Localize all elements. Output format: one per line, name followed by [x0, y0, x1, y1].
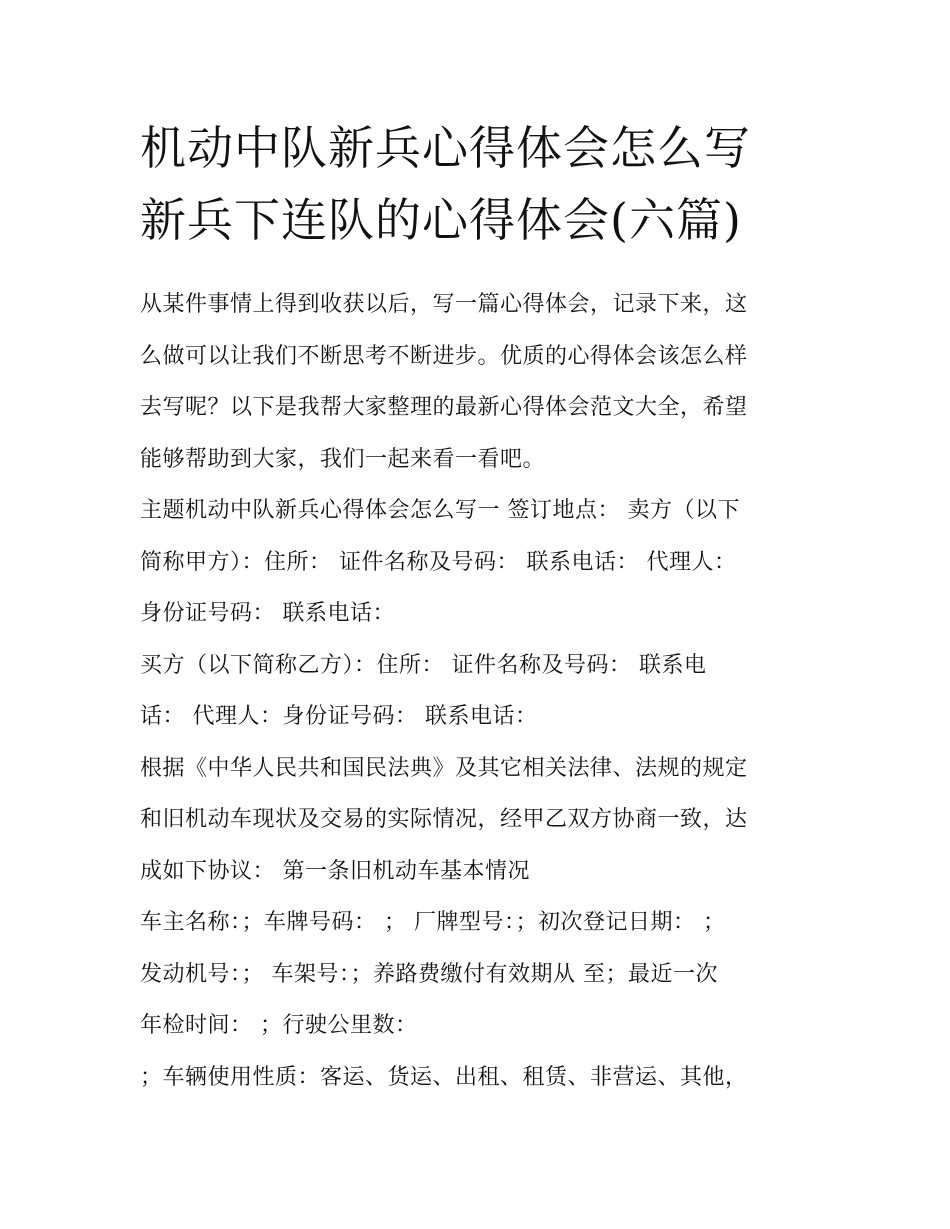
text-line: 身份证号码： 联系电话：	[140, 601, 395, 626]
paragraph-seller	[140, 485, 820, 640]
paragraph-intro	[140, 279, 820, 485]
text-line: 主题机动中队新兵心得体会怎么写一 签订地点： 卖方（以下	[140, 498, 740, 523]
paragraph-vehicle-info	[140, 897, 820, 1052]
text-line: 从某件事情上得到收获以后，写一篇心得体会，记录下来，这	[140, 292, 748, 317]
text-line: 买方（以下简称乙方）：住所： 证件名称及号码： 联系电	[140, 652, 707, 678]
text-line: 车主名称：；车牌号码： ； 厂牌型号：；初次登记日期： ；	[140, 910, 726, 935]
title-line-1: 机动中队新兵心得体会怎么写	[140, 121, 751, 175]
text-line: 成如下协议： 第一条旧机动车基本情况	[140, 858, 530, 884]
text-line: 话： 代理人：身份证号码： 联系电话：	[140, 704, 538, 729]
title-line-2: 新兵下连队的心得体会(六篇)	[140, 193, 742, 247]
text-line: 和旧机动车现状及交易的实际情况，经甲乙双方协商一致，达	[140, 807, 748, 832]
text-line: 根据《中华人民共和国民法典》及其它相关法律、法规的规定	[140, 755, 748, 781]
text-line: 么做可以让我们不断思考不断进步。优质的心得体会该怎么样	[140, 343, 748, 369]
text-line: ；车辆使用性质：客运、货运、出租、租赁、非营运、其他，	[140, 1064, 748, 1090]
document-title	[140, 112, 840, 256]
paragraph-buyer	[140, 640, 820, 743]
text-line: 年检时间： ；行驶公里数：	[140, 1013, 418, 1038]
text-line: 简称甲方）：住所： 证件名称及号码： 联系电话： 代理人：	[140, 549, 737, 575]
paragraph-vehicle-usage	[140, 1052, 820, 1104]
text-line: 能够帮助到大家，我们一起来看一看吧。	[140, 446, 546, 472]
document-body	[140, 279, 820, 1103]
text-line: 发动机号：； 车架号：；养路费缴付有效期从 至；最近一次	[140, 961, 718, 987]
text-line: 去写呢？以下是我帮大家整理的最新心得体会范文大全，希望	[140, 395, 748, 420]
paragraph-legal-basis	[140, 743, 820, 898]
